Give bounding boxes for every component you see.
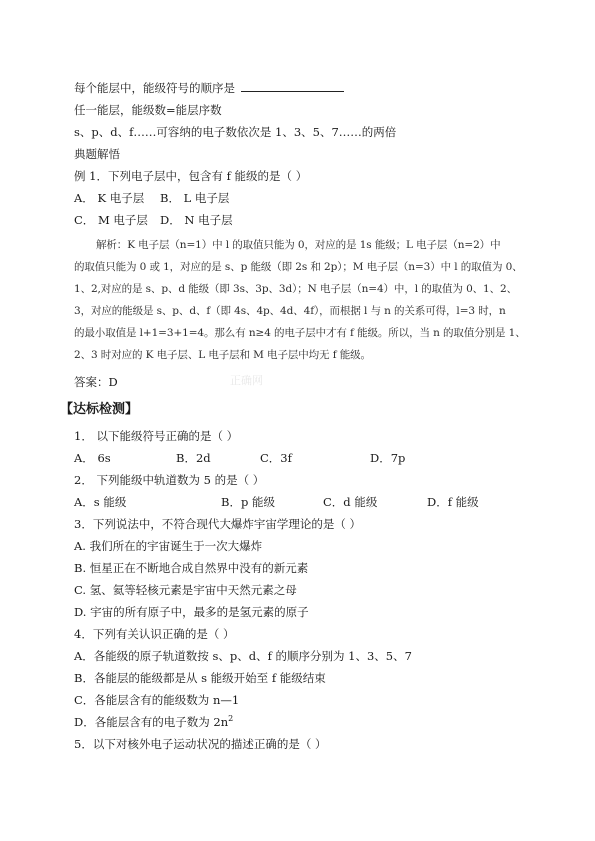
question-4-option-a[interactable]: A．各能级的原子轨道数按 s、p、d、f 的顺序分别为 1、3、5、7 <box>74 649 412 663</box>
question-2-option-d[interactable]: D．f 能级 <box>427 495 479 509</box>
question-4-option-b[interactable]: B．各能层的能级都是从 s 能级开始至 f 能级结束 <box>74 671 326 685</box>
solution-line-3: 1、2,对应的是 s、p、d 能级（即 3s、3p、3d）；N 电子层（n=4）中，l 的取值为 0、1、2、 <box>74 283 518 295</box>
question-2-option-b[interactable]: B．p 能级 <box>221 495 275 509</box>
solution-line-4: 3，对应的能级是 s、p、d、f（即 4s、4p、4d、4f），而根据 l 与 n 的关系可得，l=3 时，n <box>74 305 506 317</box>
question-1-option-d[interactable]: D．7p <box>370 451 406 465</box>
question-1-option-a[interactable]: A． 6s <box>74 451 111 465</box>
example-option-a: A． K 电子层 <box>74 191 145 205</box>
solution-line-6: 2、3 时对应的 K 电子层、L 电子层和 M 电子层中均无 f 能级。 <box>74 349 371 361</box>
question-2-stem: 2． 下列能级中轨道数为 5 的是（ ） <box>74 473 265 487</box>
solution-line-2: 的取值只能为 0 或 1，对应的是 s、p 能级（即 2s 和 2p）；M 电子层（n=3）中 l 的取值为 0、 <box>74 261 523 273</box>
intro-line-1-text: 每个能层中，能级符号的顺序是 <box>74 81 235 95</box>
example-stem: 例 1．下列电子层中，包含有 f 能级的是（ ） <box>74 169 308 183</box>
question-2-option-c[interactable]: C．d 能级 <box>323 495 378 509</box>
example-options-row-2 <box>74 212 233 228</box>
question-2-options <box>74 494 479 510</box>
question-4-option-c[interactable]: C．各能层含有的能级数为 n—1 <box>74 693 240 707</box>
question-4-option-d[interactable] <box>74 714 233 730</box>
solution-line-5: 的最小取值是 l+1=3+1=4。那么有 n≥4 的电子层中才有 f 能级。所以，当 n 的取值分别是 1、 <box>74 327 526 339</box>
question-3-option-c[interactable]: C. 氢、氦等轻核元素是宇宙中天然元素之母 <box>74 583 297 597</box>
example-option-c: C． M 电子层 <box>74 213 148 227</box>
intro-line-3: s、p、d、f……可容纳的电子数依次是 1、3、5、7……的两倍 <box>74 125 397 139</box>
question-5-stem: 5．以下对核外电子运动状况的描述正确的是（ ） <box>74 737 327 751</box>
answer-blank[interactable] <box>241 81 344 92</box>
watermark: 正确网 <box>230 374 263 387</box>
question-3-option-b[interactable]: B. 恒星正在不断地合成自然界中没有的新元素 <box>74 561 309 575</box>
example-option-d: D． N 电子层 <box>160 213 233 227</box>
question-1-options <box>74 450 405 466</box>
question-3-option-a[interactable]: A. 我们所在的宇宙诞生于一次大爆炸 <box>74 539 263 553</box>
question-1-option-c[interactable]: C．3f <box>260 451 292 465</box>
example-heading: 典题解悟 <box>74 147 120 161</box>
example-answer: 答案：D <box>74 375 118 389</box>
question-2-option-a[interactable]: A．s 能级 <box>74 495 127 509</box>
question-1-option-b[interactable]: B．2d <box>176 451 211 465</box>
solution-line-1: 解析：K 电子层（n=1）中 l 的取值只能为 0，对应的是 1s 能级；L 电子层（n=2）中 <box>96 239 501 251</box>
section-title: 【达标检测】 <box>60 402 139 417</box>
intro-line-1 <box>74 80 344 96</box>
question-3-stem: 3．下列说法中，不符合现代大爆炸宇宙学理论的是（ ） <box>74 517 361 531</box>
question-4-stem: 4．下列有关认识正确的是（ ） <box>74 627 235 641</box>
example-option-b: B． L 电子层 <box>160 191 230 205</box>
question-4-option-d-text: D．各能层含有的电子数为 2n <box>74 715 229 729</box>
superscript-two: 2 <box>228 714 234 724</box>
example-options-row-1 <box>74 190 229 206</box>
question-3-option-d[interactable]: D. 宇宙的所有原子中，最多的是氢元素的原子 <box>74 605 309 619</box>
question-1-stem: 1． 以下能级符号正确的是（ ） <box>74 429 239 443</box>
intro-line-2: 任一能层，能级数=能层序数 <box>74 103 222 117</box>
